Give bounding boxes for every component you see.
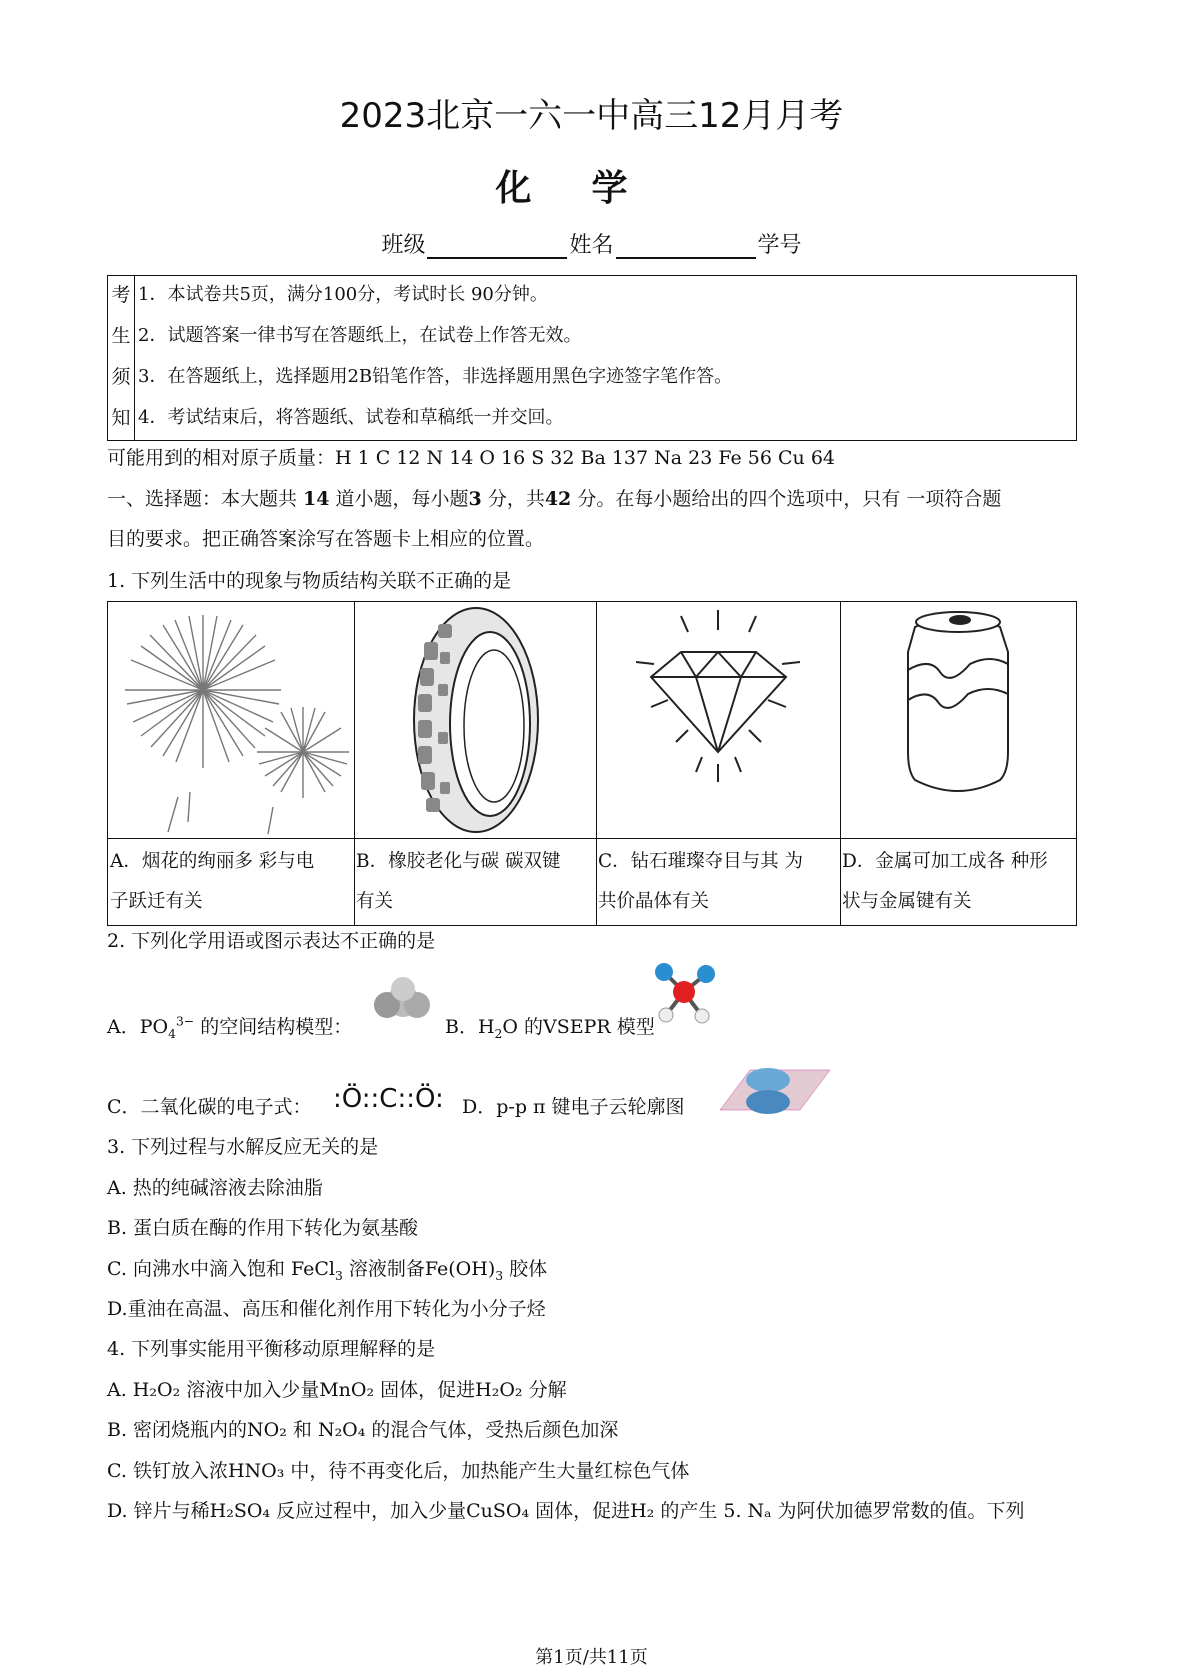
q4-option-c: C. 铁钉放入浓HNO₃ 中，待不再变化后，加热能产生大量红棕色气体 [107, 1460, 690, 1482]
q1-option-a [108, 602, 355, 925]
subject-title: 化学 [495, 168, 688, 209]
q3-option-b: B. 蛋白质在酶的作用下转化为氨基酸 [107, 1217, 419, 1239]
can-icon [840, 602, 1076, 839]
pi-bond-cloud-icon [700, 1062, 830, 1126]
section-instructions-line1: 一、选择题：本大题共 14 道小题，每小题3 分，共42 分。在每小题给出的四个选项中，只有 一项符合题 [107, 488, 1002, 510]
notice-side-label [108, 276, 135, 440]
q1-option-d [840, 602, 1076, 925]
co2-electron-formula: :Ö::C::Ö: [333, 1084, 444, 1114]
notice-row: 1．本试卷共5页，满分100分，考试时长 90分钟。 [138, 284, 548, 305]
exam-title: 2023北京一六一中高三12月月考 [339, 96, 844, 136]
section-instructions-line2: 目的要求。把正确答案涂写在答题卡上相应的位置。 [107, 528, 545, 550]
q2-stem: 2. 下列化学用语或图示表达不正确的是 [107, 930, 436, 952]
q3-option-c: C. 向沸水中滴入饱和 FeCl$_3$ 溶液制备$Fe(OH)_3$ 胶体 [107, 1258, 548, 1283]
q2-option-d: D．p-p π 键电子云轮廓图 [462, 1096, 685, 1118]
q2-option-a: A．$PO_4^{3-}$ 的空间结构模型： [107, 1014, 353, 1041]
q4-stem: 4. 下列事实能用平衡移动原理解释的是 [107, 1338, 436, 1360]
notice-side-char: 知 [111, 407, 131, 429]
notice-side-char: 考 [111, 284, 131, 306]
student-info-line [0, 228, 1183, 259]
q1-option-c [596, 602, 841, 925]
q4-option-d: D. 锌片与稀H₂SO₄ 反应过程中，加入少量CuSO₄ 固体，促进H₂ 的产生 5. Nₐ 为阿伏加德罗常数的值。下列 [107, 1500, 1025, 1522]
q3-option-a: A. 热的纯碱溶液去除油脂 [107, 1177, 323, 1199]
q2-option-c: C．二氧化碳的电子式： [107, 1096, 312, 1118]
phosphate-model-icon [365, 975, 435, 1029]
q4-option-a: A. H₂O₂ 溶液中加入少量MnO₂ 固体，促进H₂O₂ 分解 [107, 1379, 567, 1401]
id-label: 学号 [757, 233, 802, 258]
q1-option-d-caption: D．金属可加工成各 种形 状与金属键有关 [842, 851, 1048, 912]
class-blank [427, 235, 567, 259]
q3-option-d: D.重油在高温、高压和催化剂作用下转化为小分子烃 [107, 1298, 546, 1320]
q1-option-a-caption: A．烟花的绚丽多 彩与电 子跃迁有关 [110, 851, 315, 912]
q4-option-b: B. 密闭烧瓶内的NO₂ 和 N₂O₄ 的混合气体，受热后颜色加深 [107, 1419, 619, 1441]
notice-row: 2．试题答案一律书写在答题纸上，在试卷上作答无效。 [138, 325, 582, 346]
q1-option-b-caption: B．橡胶老化与碳 碳双键 有关 [356, 851, 561, 912]
q1-option-c-caption: C．钻石璀璨夺目与其 为 共价晶体有关 [598, 851, 804, 912]
notice-row: 4．考试结束后，将答题纸、试卷和草稿纸一并交回。 [138, 407, 564, 428]
notice-side-char: 生 [111, 325, 131, 347]
name-blank [616, 235, 756, 259]
tire-icon [354, 602, 596, 839]
notice-row: 3．在答题纸上，选择题用2B铅笔作答，非选择题用黑色字迹签字笔作答。 [138, 366, 733, 387]
fireworks-icon [108, 602, 354, 839]
notice-side-char: 须 [111, 366, 131, 388]
water-vsepr-model-icon [650, 960, 720, 1034]
q1-stem: 1. 下列生活中的现象与物质结构关联不正确的是 [107, 570, 512, 592]
name-label: 姓名 [569, 233, 614, 258]
atomic-masses: 可能用到的相对原子质量：H 1 C 12 N 14 O 16 S 32 Ba 137 Na 23 Fe 56 Cu 64 [107, 447, 835, 469]
class-label: 班级 [381, 233, 426, 258]
q3-stem: 3. 下列过程与水解反应无关的是 [107, 1136, 379, 1158]
q2-option-b: B．$H_2O$ 的VSEPR 模型 [445, 1016, 655, 1041]
page-number: 第1页/共11页 [535, 1647, 648, 1668]
diamond-icon [596, 602, 840, 839]
q1-option-b [354, 602, 597, 925]
q1-image-table [107, 601, 1077, 926]
exam-notice-box [107, 275, 1077, 441]
